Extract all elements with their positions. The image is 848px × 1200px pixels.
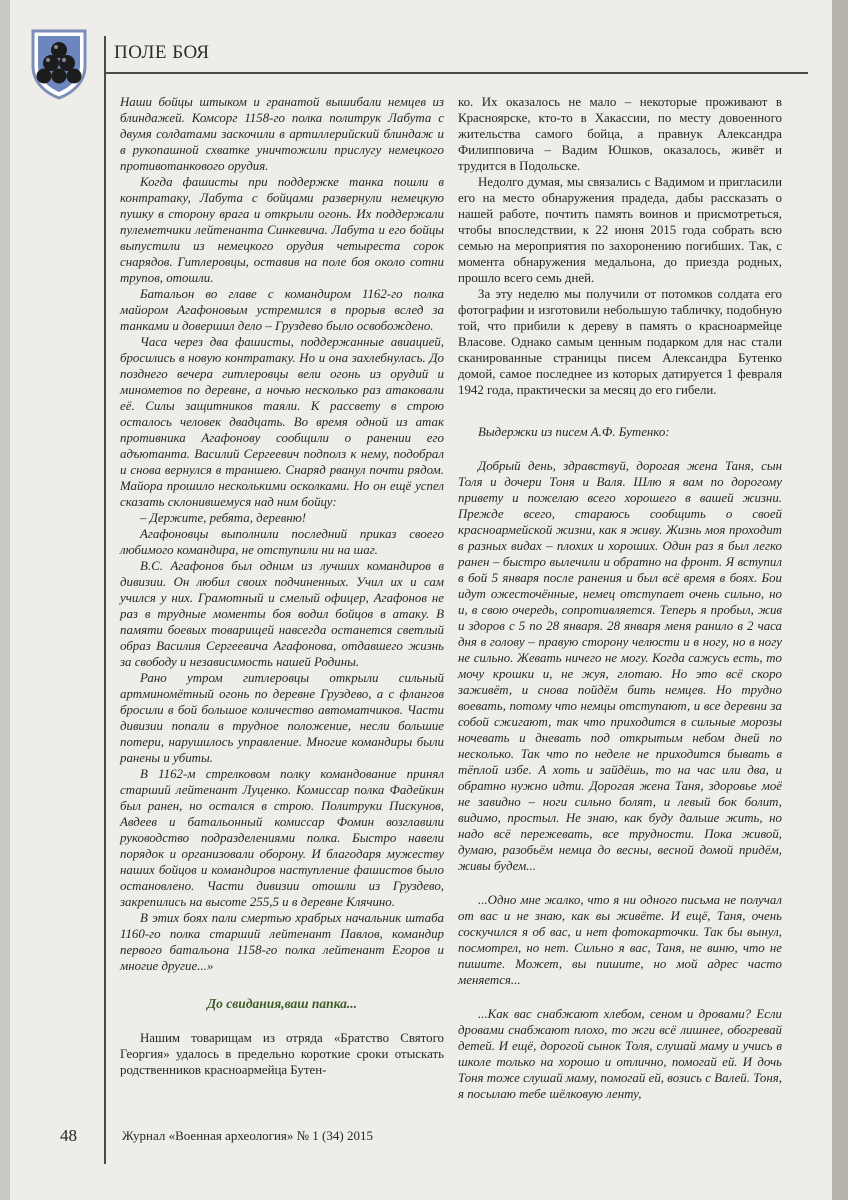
journal-footer: Журнал «Военная археология» № 1 (34) 2015: [122, 1128, 373, 1143]
left-column: [120, 94, 444, 1078]
paragraph: ко. Их оказалось не мало – некоторые проживают в Красноярске, кто-то в Хакассии, по месту довоенного жительства самого бойца, а правнук Александра Филипповича – Вадим Юшков, оказалось, живёт и трудится в Подольске.: [458, 95, 782, 173]
letter-excerpt: ...Как вас снабжают хлебом, сеном и дровами? Если дровами снабжают плохо, то жги всё лишнее, обогревай детей. И ещё, дорогой сынок Толя, слушай маму и учись в школе только на хорошо и отлично, помогай ей. И дочь Тоня тоже слушай маму, помогай ей, возись с Валей. Тоня, я посылаю тебе шёлковую ленту,: [458, 1007, 782, 1101]
paragraph: Когда фашисты при поддержке танка пошли в контратаку, Лабута с бойцами развернули немецкую пушку в сторону врага и открыли огонь. Их поддержали пулеметчики лейтенанта Синкевича. Лабута и его бойцы выпустили из немецкого орудия четыреста сорок снарядов. Гитлеровцы, оставив на поле боя около сотни трупов, отошли.: [120, 175, 444, 285]
paragraph: В этих боях пали смертью храбрых начальник штаба 1160-го полка старший лейтенант Павлов, командир первого батальона 1158-го полка лейтенант Егоров и многие другие...»: [120, 911, 444, 973]
paragraph: Недолго думая, мы связались с Вадимом и пригласили его на место обнаружения прадеда, дабы рассказать о нашей работе, почтить память воинов и присмотреться, чтобы впоследствии, к 22 июня 2015 года собрать всю семью на мероприятия по захоронению погибших. Так, с момента обнаружения медальона, до приезда родных, прошло всего семь дней.: [458, 175, 782, 285]
paragraph: Рано утром гитлеровцы открыли сильный артминомётный огонь по деревне Груздево, а с флангов бросили в бой большое количество автоматчиков. Части дивизии попали в трудное положение, несли большие потери, нарушилось управление. Многие командиры были ранены и убиты.: [120, 671, 444, 765]
page-number: 48: [60, 1126, 77, 1145]
letters-heading: Выдержки из писем А.Ф. Бутенко:: [478, 425, 670, 439]
paragraph: За эту неделю мы получили от потомков солдата его фотографии и изготовили небольшую табличку, подобную той, что прибили к дереву в память о красноармейце Власове. Однако самым ценным подарком для нас стали сканированные страницы писем Александра Бутенко домой, самое последнее из которых датируется 1 февраля 1942 года, практически за месяц до его гибели.: [458, 287, 782, 397]
page-edge-left: [0, 0, 10, 1200]
cannonball-shield-icon: [30, 28, 88, 100]
paragraph: Нашим товарищам из отряда «Братство Святого Георгия» удалось в предельно короткие сроки отыскать родственников красноармейца Бутен-: [120, 1031, 444, 1077]
paragraph: Часа через два фашисты, поддержанные авиацией, бросились в новую контратаку. Но и она захлебнулась. До позднего вечера гитлеровцы вели огонь из орудий и минометов по деревне, а ночью несколько раз атаковали её. Силы защитников таяли. К рассвету в строю осталось человек двадцать. Во время одной из атак противника Агафонову сообщили о ранении его адъютанта. Василий Сергеевич подполз к нему, подобрал и снова вернулся в траншею. Снаряд рванул почти рядом. Майора прошило несколькими осколками. Но он ещё успел сказать склонившемуся над ним бойцу:: [120, 335, 444, 509]
paragraph: Агафоновцы выполнили последний приказ своего любимого командира, не отступили ни на шаг.: [120, 527, 444, 557]
letter-excerpt: ...Одно мне жалко, что я ни одного письма не получал от вас и не знаю, как вы живёте. И ещё, Таня, очень соскучился я об вас, и нет фотокарточки. Так бы вынул, посмотрел, но нет. Сильно я вас, Таня, не виню, что не пишите. Может, вы пишите, но мой адрес часто меняется...: [458, 893, 782, 987]
letter-excerpt: Добрый день, здравствуй, дорогая жена Таня, сын Толя и дочери Тоня и Валя. Шлю я вам по дорогому привету и пожелаю всего хорошего в вашей жизни. Прежде всего, стараюсь сообщить о своей красноармейской жизни, как я живу. Жизнь моя проходит в разных видах – плохих и хороших. Один раз я был легко ранен – быстро вылечили и обратно на фронт. Я вступил в бой 5 января после ранения и был всё время в боях. Бои идут ожесточённые, немец отступает очень сильно, но и, в свою очередь, сопротивляется. Теперь я пробыл, жив и здоров с 5 по 28 января. 28 января меня ранило в 2 часа дня в голову – правую сторону челюсти и в ногу, но в ногу не сильно. Жевать ничего не могу. Когда сажусь есть, то мочу крошки и, не жуя, глотаю. Но это всё скоро заживёт, и снова пойдём бить немцев. Но трудно воевать, потому что немцы отступают, и все деревни за собой сжигают, так что приходится в сильные морозы ночевать и дневать под открытым небом дней по несколько. Так что по неделе не приходится бывать в тёплой избе. А хоть и зайдёшь, то на час или два, и обратно нужно идти. Дорогая жена Таня, здоровье моё не завидно – ноги сильно болят, и левый бок болит, видимо, простыл. Не знаю, как буду дальше жить, но надо всё пережевать, все трудности. Пока живой, думаю, разобьём немца до весны, весной домой придём, живы будем...: [458, 459, 782, 873]
paragraph: – Держите, ребята, деревню!: [140, 511, 307, 525]
section-title: ПОЛЕ БОЯ: [114, 42, 210, 63]
subheading: До свидания,ваш папка...: [206, 996, 358, 1011]
paragraph: Наши бойцы штыком и гранатой вышибали немцев из блиндажей. Комсорг 1158-го полка политрук Лабута с двумя солдатами заскочили в артиллерийский блиндаж и в рукопашной схватке уничтожили прислугу немецкого противотанкового орудия.: [120, 95, 444, 173]
page-edge-right: [832, 0, 848, 1200]
paragraph: Батальон во главе с командиром 1162-го полка майором Агафоновым устремился в прорыв вслед за танками и довершил дело – Груздево было освобождено.: [120, 287, 444, 333]
right-column: [458, 94, 782, 1102]
paragraph: В 1162-м стрелковом полку командование принял старший лейтенант Луценко. Комиссар полка Фадейкин был ранен, но остался в строю. Политруки Пискунов, Авдеев и батальонный комиссар Фомин возглавили руководство подразделениями полка. Быстро навели порядок и организовали оборону. И благодаря мужеству наших бойцов и командиров наступление фашистов было остановлено. Части дивизии отошли из Груздево, закрепились на высоте 255,5 и в деревне Клячино.: [120, 767, 444, 909]
header-rule: [104, 72, 808, 74]
paragraph: В.С. Агафонов был одним из лучших командиров в дивизии. Он любил своих подчиненных. Учил их и сам учился у них. Грамотный и смелый офицер, Агафонов не раз в трудные моменты боя водил бойцов в атаку. В памяти боевых товарищей навсегда останется светлый образ Василия Сергеевича Агафонова, отдавшего жизнь за свободу и независимость нашей Родины.: [120, 559, 444, 669]
vertical-rule: [104, 36, 106, 1164]
